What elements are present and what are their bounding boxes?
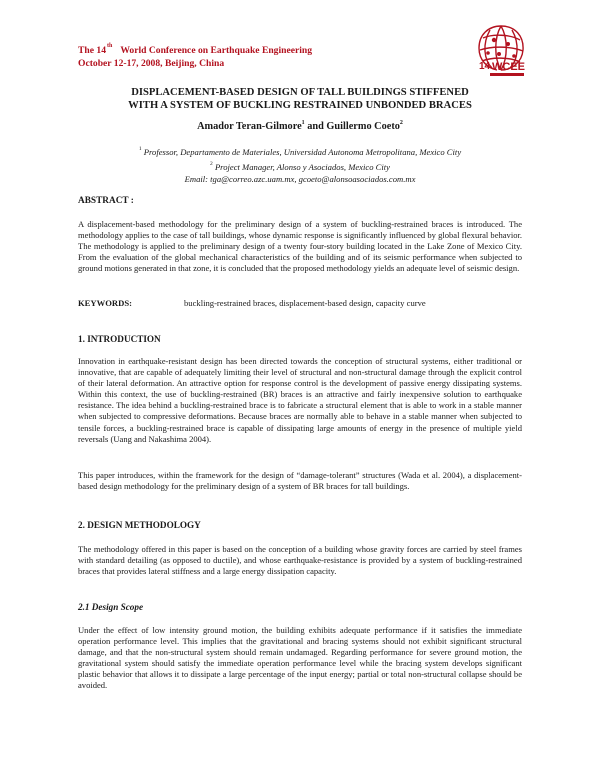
paragraph: Innovation in earthquake-resistant design has been directed towards the conception of structural systems, either traditional or innovative, that are capable of adequately limiting their level of structural and non-structural damage through the explicit control of their lateral deformation. An attractive option for response control is the development of passive energy dissipating systems. Within this context, the use of buckling-restrained (BR) braces is an attractive and fairly inexpensive solution to earthquake resistance. The idea behind a buckling-restrained brace is to fabricate a structural element that is able to work in a stable manner when subjected to compressive deformations. Because braces are normally able to behave in a stable manner when subjected to tensile forces, a buckling-restrained brace is capable of dissipating large amounts of energy in the presence of multiple yield reversals (Uang and Nakashima 2004). [78,356,522,444]
subsection-heading-design-scope: 2.1 Design Scope [78,602,144,612]
author-conjunction: and [307,121,324,132]
email: Email: tga@correo.azc.uam.mx, gcoeto@alonsoasociados.com.mx [184,174,416,185]
author-2: Guillermo Coeto [326,121,400,132]
paragraph: Under the effect of low intensity ground motion, the building exhibits adequate performance if it satisfies the immediate operation performance level. This implies that the gravitational and bracing systems should not exhibit significant structural damage, and that the non-structural system should remain undamaged. Regarding performance for severe ground motion, the gravitational system should satisfy the immediate operation performance level while the bracing system develops significant plastic behavior that allows it to dissipate a large percentage of the input energy; partial or total non-structural collapse should be avoided. [78,625,522,691]
authors: Amador Teran-Gilmore$^1$ and Guillermo Coeto$^2$ [197,120,403,132]
paragraph: This paper introduces, within the framework for the design of “damage-tolerant” structures (Wada et al. 2004), a displacement-based design methodology for the preliminary design of a system of BR braces for tall buildings. [78,470,522,492]
conference-header [78,40,312,70]
paragraph: The methodology offered in this paper is based on the conception of a building whose gravity forces are carried by steel frames with standard detailing (as opposed to ductile), and whose earthquake-resistance is provided by a system of buckling-restrained braces that provides lateral stiffness and a large energy dissipation capacity. [78,544,522,577]
abstract-text: A displacement-based methodology for the preliminary design of a system of buckling-restrained braces is introduced. The methodology applies to the case of tall buildings, whose dynamic response is significantly influenced by global flexural behavior. The methodology is applied to the preliminary design of a twenty four-story building located in the Lake Zone of Mexico City. From the evaluation of the global mechanical characteristics of the building and of its seismic performance when subjected to ground motions generated in that zone, it is concluded that the proposed methodology yields an adequate level of seismic design. [78,219,522,274]
affiliations [60,143,540,185]
conference-dates: October 12-17, 2008, Beijing, China [78,57,225,69]
section-heading-design-methodology: 2. DESIGN METHODOLOGY [78,520,201,530]
affiliation-2: $^2$ Project Manager, Alonso y Asociados, Mexico City [210,161,390,173]
logo-name: WCEE [492,61,525,73]
title-line-1: DISPLACEMENT-BASED DESIGN OF TALL BUILDINGS STIFFENED [131,87,469,98]
title-line-2: WITH A SYSTEM OF BUCKLING RESTRAINED UNBONDED BRACES [128,100,472,112]
conference-name: The 14th World Conference on Earthquake Engineering [78,43,313,56]
keywords-text: buckling-restrained braces, displacement-based design, capacity curve [184,298,426,308]
author-1: Amador Teran-Gilmore [197,121,302,132]
logo-number: 14 [479,61,491,72]
keywords-label: KEYWORDS: [78,298,132,308]
wcee-logo [470,20,532,82]
abstract-heading: ABSTRACT : [78,196,134,206]
paper-title [60,86,540,113]
affiliation-1: $^1$ Professor, Departamento de Materiales, Universidad Autonoma Metropolitana, Mexico City [138,146,462,157]
section-heading-introduction: 1. INTRODUCTION [78,334,161,344]
keywords [78,298,426,308]
